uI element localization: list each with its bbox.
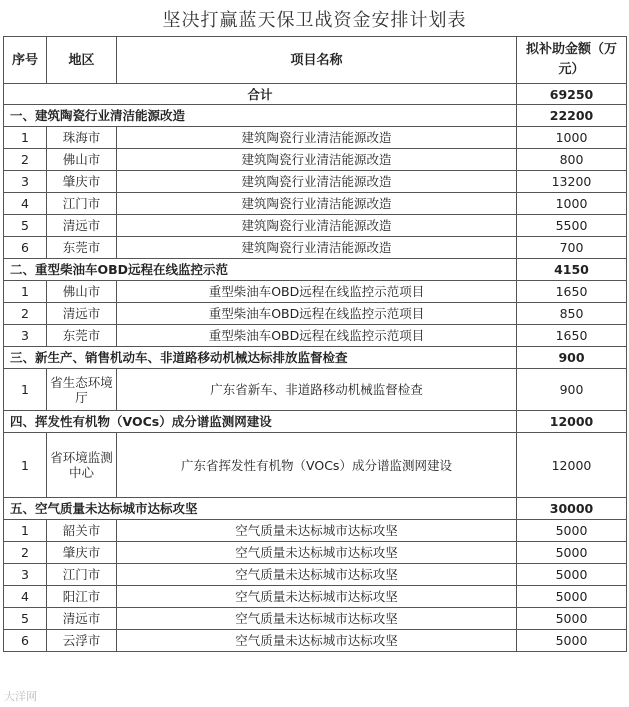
row-project: 建筑陶瓷行业清洁能源改造 xyxy=(117,215,517,237)
row-amount: 1000 xyxy=(517,193,627,215)
row-amount: 1000 xyxy=(517,127,627,149)
section-amount: 22200 xyxy=(517,105,627,127)
row-region: 阳江市 xyxy=(47,586,117,608)
row-seq: 2 xyxy=(4,542,47,564)
row-project: 重型柴油车OBD远程在线监控示范项目 xyxy=(117,281,517,303)
section-title: 一、建筑陶瓷行业清洁能源改造 xyxy=(4,105,517,127)
row-region: 珠海市 xyxy=(47,127,117,149)
table-row xyxy=(4,215,627,237)
row-region: 清远市 xyxy=(47,608,117,630)
row-seq: 3 xyxy=(4,325,47,347)
section-title: 三、新生产、销售机动车、非道路移动机械达标排放监督检查 xyxy=(4,347,517,369)
section-amount: 30000 xyxy=(517,498,627,520)
section-row xyxy=(4,259,627,281)
row-amount: 13200 xyxy=(517,171,627,193)
table-row xyxy=(4,149,627,171)
table-row xyxy=(4,542,627,564)
table-row xyxy=(4,193,627,215)
row-seq: 2 xyxy=(4,303,47,325)
row-seq: 1 xyxy=(4,520,47,542)
row-amount: 5000 xyxy=(517,564,627,586)
row-seq: 1 xyxy=(4,433,47,498)
row-amount: 5000 xyxy=(517,586,627,608)
section-amount: 4150 xyxy=(517,259,627,281)
row-seq: 4 xyxy=(4,586,47,608)
row-seq: 1 xyxy=(4,369,47,411)
table-row xyxy=(4,630,627,652)
row-project: 空气质量未达标城市达标攻坚 xyxy=(117,630,517,652)
row-region: 佛山市 xyxy=(47,281,117,303)
row-amount: 900 xyxy=(517,369,627,411)
table-row xyxy=(4,520,627,542)
section-row xyxy=(4,347,627,369)
row-project: 建筑陶瓷行业清洁能源改造 xyxy=(117,127,517,149)
row-project: 广东省新车、非道路移动机械监督检查 xyxy=(117,369,517,411)
row-amount: 12000 xyxy=(517,433,627,498)
table-row xyxy=(4,586,627,608)
row-region: 清远市 xyxy=(47,215,117,237)
section-title: 四、挥发性有机物（VOCs）成分谱监测网建设 xyxy=(4,411,517,433)
row-amount: 5500 xyxy=(517,215,627,237)
row-project: 建筑陶瓷行业清洁能源改造 xyxy=(117,193,517,215)
row-seq: 1 xyxy=(4,281,47,303)
table-row xyxy=(4,433,627,498)
row-amount: 1650 xyxy=(517,325,627,347)
table-row xyxy=(4,369,627,411)
page-title: 坚决打赢蓝天保卫战资金安排计划表 xyxy=(162,10,467,31)
row-amount: 5000 xyxy=(517,630,627,652)
row-seq: 6 xyxy=(4,630,47,652)
row-project: 空气质量未达标城市达标攻坚 xyxy=(117,586,517,608)
row-amount: 800 xyxy=(517,149,627,171)
table-row xyxy=(4,127,627,149)
row-region: 云浮市 xyxy=(47,630,117,652)
row-amount: 5000 xyxy=(517,608,627,630)
table-row xyxy=(4,325,627,347)
section-row xyxy=(4,498,627,520)
header-project: 项目名称 xyxy=(117,37,517,84)
row-project: 空气质量未达标城市达标攻坚 xyxy=(117,542,517,564)
section-amount: 900 xyxy=(517,347,627,369)
section-row xyxy=(4,411,627,433)
row-region: 韶关市 xyxy=(47,520,117,542)
table-row xyxy=(4,171,627,193)
total-label: 合计 xyxy=(4,84,517,105)
row-amount: 5000 xyxy=(517,542,627,564)
section-amount: 12000 xyxy=(517,411,627,433)
watermark-logo: 大洋网 xyxy=(4,690,37,703)
row-project: 空气质量未达标城市达标攻坚 xyxy=(117,564,517,586)
row-seq: 3 xyxy=(4,564,47,586)
row-region: 佛山市 xyxy=(47,149,117,171)
row-seq: 3 xyxy=(4,171,47,193)
row-project: 建筑陶瓷行业清洁能源改造 xyxy=(117,237,517,259)
table-row xyxy=(4,303,627,325)
row-region: 肇庆市 xyxy=(47,171,117,193)
header-region: 地区 xyxy=(47,37,117,84)
row-region: 省生态环境厅 xyxy=(47,369,117,411)
row-region: 江门市 xyxy=(47,193,117,215)
funding-table xyxy=(3,36,627,652)
total-row xyxy=(4,84,627,105)
table-row xyxy=(4,608,627,630)
table-header-row xyxy=(4,37,627,84)
row-region: 东莞市 xyxy=(47,325,117,347)
row-project: 广东省挥发性有机物（VOCs）成分谱监测网建设 xyxy=(117,433,517,498)
row-project: 重型柴油车OBD远程在线监控示范项目 xyxy=(117,325,517,347)
row-seq: 5 xyxy=(4,215,47,237)
row-region: 东莞市 xyxy=(47,237,117,259)
row-region: 肇庆市 xyxy=(47,542,117,564)
section-title: 二、重型柴油车OBD远程在线监控示范 xyxy=(4,259,517,281)
row-amount: 700 xyxy=(517,237,627,259)
table-row xyxy=(4,237,627,259)
total-amount: 69250 xyxy=(517,84,627,105)
row-seq: 1 xyxy=(4,127,47,149)
row-amount: 850 xyxy=(517,303,627,325)
row-amount: 5000 xyxy=(517,520,627,542)
table-row xyxy=(4,281,627,303)
row-seq: 5 xyxy=(4,608,47,630)
row-region: 省环境监测中心 xyxy=(47,433,117,498)
row-region: 清远市 xyxy=(47,303,117,325)
header-amount: 拟补助金额（万元） xyxy=(517,37,627,84)
row-seq: 4 xyxy=(4,193,47,215)
table-row xyxy=(4,564,627,586)
row-project: 建筑陶瓷行业清洁能源改造 xyxy=(117,171,517,193)
row-seq: 2 xyxy=(4,149,47,171)
section-title: 五、空气质量未达标城市达标攻坚 xyxy=(4,498,517,520)
row-project: 建筑陶瓷行业清洁能源改造 xyxy=(117,149,517,171)
header-seq: 序号 xyxy=(4,37,47,84)
row-project: 空气质量未达标城市达标攻坚 xyxy=(117,608,517,630)
row-seq: 6 xyxy=(4,237,47,259)
row-region: 江门市 xyxy=(47,564,117,586)
row-project: 重型柴油车OBD远程在线监控示范项目 xyxy=(117,303,517,325)
row-project: 空气质量未达标城市达标攻坚 xyxy=(117,520,517,542)
row-amount: 1650 xyxy=(517,281,627,303)
section-row xyxy=(4,105,627,127)
